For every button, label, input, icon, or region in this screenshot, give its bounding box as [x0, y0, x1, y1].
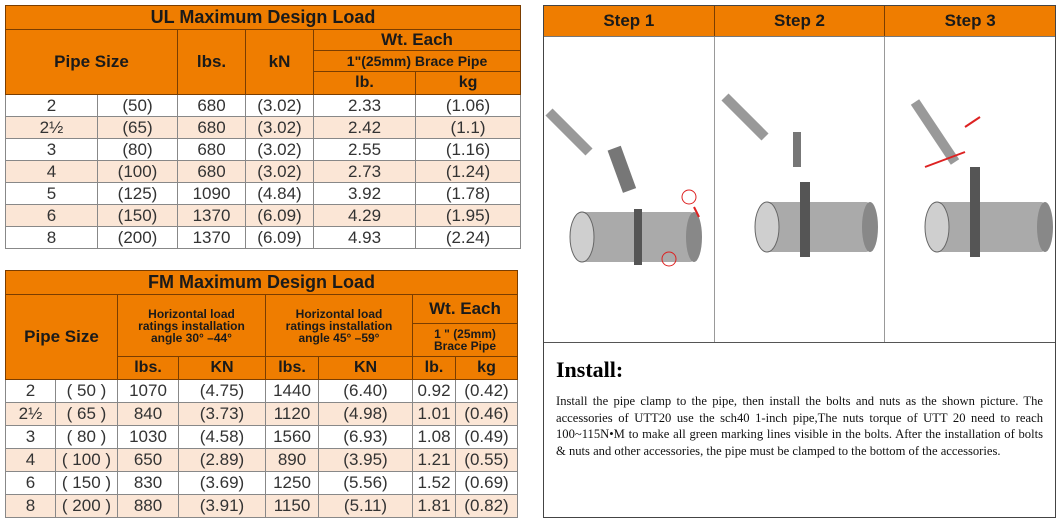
table-row	[6, 117, 521, 139]
table-row	[6, 139, 521, 161]
table-cell: (4.75)	[179, 380, 266, 403]
table-cell: 2	[6, 95, 98, 117]
fm-angle-45-59-header: Horizontal load ratings installation angle 45° –59°	[266, 295, 413, 357]
table-row	[6, 227, 521, 249]
table-cell: 1090	[178, 183, 246, 205]
ul-kg-header: kg	[416, 72, 521, 95]
fm-angle-30-44-header: Horizontal load ratings installation angle 30° –44°	[118, 295, 266, 357]
table-cell: (6.40)	[319, 380, 413, 403]
table-row	[6, 380, 518, 403]
table-cell: 1.01	[413, 403, 456, 426]
table-cell: 4.29	[314, 205, 416, 227]
table-cell: (3.91)	[179, 495, 266, 518]
fm-kn-header: KN	[179, 357, 266, 380]
table-cell: (4.84)	[246, 183, 314, 205]
fm-wt-header: Wt. Each	[413, 295, 518, 324]
fm-table-title: FM Maximum Design Load	[6, 271, 518, 295]
table-row	[6, 472, 518, 495]
table-cell: (3.02)	[246, 95, 314, 117]
table-cell: 8	[6, 495, 56, 518]
fm-lbs-header-2: lbs.	[266, 357, 319, 380]
install-panel	[543, 5, 1056, 518]
ul-wt-header: Wt. Each	[314, 30, 521, 51]
table-cell: 2	[6, 380, 56, 403]
ul-table-title: UL Maximum Design Load	[6, 6, 521, 30]
table-row	[6, 95, 521, 117]
table-cell: 680	[178, 95, 246, 117]
table-cell: (0.69)	[456, 472, 518, 495]
table-cell: 2.55	[314, 139, 416, 161]
table-cell: 1250	[266, 472, 319, 495]
table-cell: 680	[178, 139, 246, 161]
table-cell: (0.42)	[456, 380, 518, 403]
table-cell: 2½	[6, 117, 98, 139]
table-cell: 1.21	[413, 449, 456, 472]
table-cell: (1.1)	[416, 117, 521, 139]
step-2-header: Step 2	[715, 6, 886, 36]
table-cell: (3.95)	[319, 449, 413, 472]
table-cell: (6.09)	[246, 227, 314, 249]
table-cell: 5	[6, 183, 98, 205]
table-cell: (1.78)	[416, 183, 521, 205]
table-cell: 1370	[178, 227, 246, 249]
table-cell: ( 80 )	[56, 426, 118, 449]
ul-design-load-table	[5, 5, 521, 249]
step-1-header: Step 1	[544, 6, 715, 36]
table-cell: 8	[6, 227, 98, 249]
ul-lbs-header: lbs.	[178, 30, 246, 95]
table-cell: 3.92	[314, 183, 416, 205]
fm-lbs-header: lbs.	[118, 357, 179, 380]
table-cell: (65)	[98, 117, 178, 139]
table-cell: 1370	[178, 205, 246, 227]
table-cell: 2½	[6, 403, 56, 426]
table-cell: 1120	[266, 403, 319, 426]
fm-brace-header: 1 " (25mm) Brace Pipe	[413, 324, 518, 357]
fm-kn-header-2: KN	[319, 357, 413, 380]
fm-design-load-table	[5, 270, 518, 518]
table-row	[6, 183, 521, 205]
table-cell: 1.81	[413, 495, 456, 518]
table-cell: (2.24)	[416, 227, 521, 249]
table-cell: ( 65 )	[56, 403, 118, 426]
table-cell: 2.73	[314, 161, 416, 183]
table-cell: (0.82)	[456, 495, 518, 518]
table-cell: 4	[6, 161, 98, 183]
table-cell: 680	[178, 117, 246, 139]
table-row	[6, 426, 518, 449]
table-cell: (100)	[98, 161, 178, 183]
table-cell: (4.58)	[179, 426, 266, 449]
table-cell: (4.98)	[319, 403, 413, 426]
table-cell: ( 200 )	[56, 495, 118, 518]
table-row	[6, 205, 521, 227]
table-cell: 1030	[118, 426, 179, 449]
step-3-header: Step 3	[944, 11, 996, 30]
table-cell: (0.55)	[456, 449, 518, 472]
table-cell: 3	[6, 139, 98, 161]
table-cell: 1150	[266, 495, 319, 518]
table-cell: ( 150 )	[56, 472, 118, 495]
table-cell: (0.46)	[456, 403, 518, 426]
table-cell: (3.69)	[179, 472, 266, 495]
table-cell: (6.93)	[319, 426, 413, 449]
table-cell: 1440	[266, 380, 319, 403]
table-cell: 6	[6, 205, 98, 227]
table-cell: (50)	[98, 95, 178, 117]
ul-brace-header: 1"(25mm) Brace Pipe	[314, 51, 521, 72]
table-cell: (1.06)	[416, 95, 521, 117]
table-cell: 3	[6, 426, 56, 449]
table-cell: 1.52	[413, 472, 456, 495]
ul-lb-header: lb.	[314, 72, 416, 95]
install-title: Install:	[556, 357, 624, 382]
fm-lb-header: lb.	[413, 357, 456, 380]
table-cell: (1.95)	[416, 205, 521, 227]
table-cell: 4	[6, 449, 56, 472]
step-3-illustration	[885, 37, 1055, 342]
table-cell: 6	[6, 472, 56, 495]
ul-kn-header: kN	[246, 30, 314, 95]
table-cell: 1560	[266, 426, 319, 449]
step-1-illustration	[544, 37, 715, 342]
fm-pipe-size-header: Pipe Size	[6, 295, 118, 380]
ul-pipe-size-header: Pipe Size	[6, 30, 178, 95]
table-cell: (1.24)	[416, 161, 521, 183]
table-cell: (150)	[98, 205, 178, 227]
install-instructions: Install the pipe clamp to the pipe, then install the bolts and nuts as the shown picture. The accessories of UTT20 use the sch40 1-inch pipe,The nuts torque of UTT 20 need to reach 100~115N•M to make all green marking lines visible in the bolts. After the installation of bolts & nuts and other accessories, the pipe must be clamped to the bottom of the accessories.	[556, 394, 1043, 458]
table-cell: (3.02)	[246, 139, 314, 161]
table-cell: 4.93	[314, 227, 416, 249]
fm-kg-header: kg	[456, 357, 518, 380]
table-row	[6, 403, 518, 426]
table-cell: (3.02)	[246, 161, 314, 183]
table-cell: (5.56)	[319, 472, 413, 495]
table-cell: (125)	[98, 183, 178, 205]
table-cell: (80)	[98, 139, 178, 161]
table-cell: (3.02)	[246, 117, 314, 139]
table-cell: 2.42	[314, 117, 416, 139]
table-cell: (0.49)	[456, 426, 518, 449]
table-cell: 650	[118, 449, 179, 472]
table-cell: 1.08	[413, 426, 456, 449]
table-cell: 2.33	[314, 95, 416, 117]
table-row	[6, 449, 518, 472]
table-cell: ( 100 )	[56, 449, 118, 472]
step-2-illustration	[715, 37, 885, 342]
table-cell: (3.73)	[179, 403, 266, 426]
table-cell: (6.09)	[246, 205, 314, 227]
table-cell: 680	[178, 161, 246, 183]
table-cell: 1070	[118, 380, 179, 403]
table-cell: (200)	[98, 227, 178, 249]
table-cell: ( 50 )	[56, 380, 118, 403]
table-cell: 890	[266, 449, 319, 472]
table-cell: (5.11)	[319, 495, 413, 518]
table-cell: 0.92	[413, 380, 456, 403]
table-cell: 880	[118, 495, 179, 518]
table-cell: 830	[118, 472, 179, 495]
table-cell: (1.16)	[416, 139, 521, 161]
table-cell: (2.89)	[179, 449, 266, 472]
table-cell: 840	[118, 403, 179, 426]
table-row	[6, 495, 518, 518]
table-row	[6, 161, 521, 183]
